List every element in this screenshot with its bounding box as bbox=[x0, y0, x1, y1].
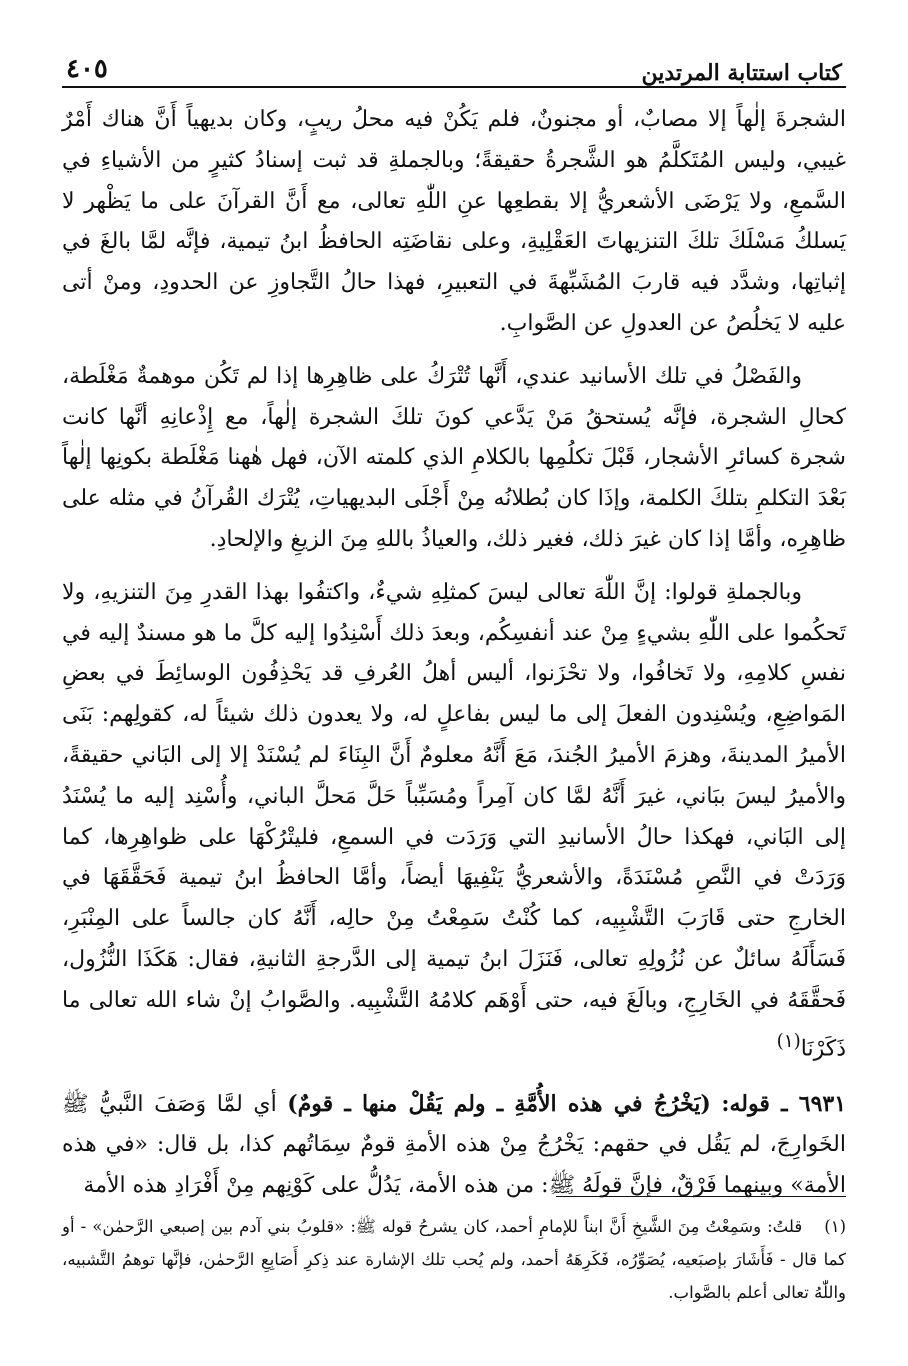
running-title: كتاب استتابة المرتدين bbox=[641, 60, 842, 86]
footnote-reference: (١) bbox=[776, 1030, 801, 1052]
footnote-1 bbox=[62, 1210, 846, 1309]
paragraph-1: الشجرةَ إلٰهاً إلا مصابٌ، أو مجنونٌ، فلم يَكُنْ فيه محلُ ريبٍ، وكان بديهياً أَنَّ هناك أَمْرٌ غيبي، وليس المُتَكلَّمُ هو الشَّجرةُ حقيقةً؛ وبالجملةِ قد ثبت إسنادُ كثيرٍ من الأشياءِ في السَّمعِ، ولا يَرْضَى الأشعريُّ إلا بقطعِها عنِ اللّٰهِ تعالى، مع أَنَّ القرآنَ على ما يَظْهر لا يَسلكُ مَسْلَكَ تلكَ التنزيهاتَ العَقْلِيةِ، وعلى نقاضَتِه الحافظُ ابنُ تيمية، فإنَّه لمَّا بالغَ في إثباتِها، وشدَّد فيه قاربَ المُشَبِّهةَ في التعبيرِ، فهذا حالُ التَّجاوزِ عن الحدودِ، ومنْ أتى عليه لا يَخلُصُ عن العدولِ عن الصَّوابِ. bbox=[62, 107, 846, 336]
paragraph-3 bbox=[62, 573, 846, 1070]
footnote-text: قلتُ: وسَمِعْتُ مِنَ الشَّيخِ أَنَّ ابناً للإمامِ أحمد، كان يشرحُ قوله ﷺ: «قلوبُ بني آدم بين إصبعي الرَّحمٰن» - أو كما قال - فَأَشَارَ بإصبَعيه، يُصَوِّرُه، فَكَرِهَهُ أحمد، ولم يُحب تلك الإشارة عند ذِكرِ أَصَابِعِ الرَّحمٰن، فإنَّها توهمُ التَّشبيه، واللّٰهُ تعالى أعلم بالصَّواب. bbox=[62, 1217, 846, 1302]
hadith-entry bbox=[62, 1084, 846, 1207]
footnotes bbox=[62, 1210, 846, 1309]
page-number: ٤٠٥ bbox=[66, 54, 108, 84]
paragraph-2: والفَصْلُ في تلك الأسانيد عندي، أَنَّها تُتْرَكُ على ظاهِرِها إذا لم تَكُن موهمةٌ مَغْلَطة، كحالِ الشجرة، فإنَّه يُستحقُ مَنْ يَدَّعي كونَ تلكَ الشجرة إلٰهاً، مع إِذْعانِهِ أنَّها كانت شجرة كسائرِ الأشجار، قَبْلَ تكلُمِها بالكلامِ الذي كلمته الآن، فهل هٰهنا مَغْلَطة بكونِها إلٰهاً بَعْدَ التكلمِ بتلكَ الكلمة، وإذَا كان بُطلانُه مِنْ أَجْلَى البديهياتِ، يُتْرَك القُرآنُ في مثله على ظاهِرِه، وأمَّا إذا كان غيرَ ذلك، فغير ذلك، والعياذُ باللهِ مِنَ الزيغِ والإلحادِ. bbox=[62, 363, 846, 552]
footnote-divider bbox=[556, 1196, 846, 1197]
hadith-quote: (يَخْرُجُ في هذه الأُمَّةِ ـ ولم يَقُلْ منها ـ قومٌ) bbox=[287, 1090, 711, 1117]
hadith-commentary: أي لمَّا وَصَفَ النَّبيُّ ﷺ الخَوارِجَ، لم يَقُل في حقهم: يَخْرُجُ مِنْ هذه الأمةِ قومٌ سِمَاتُهم كذا، بل قال: «في هذه الأمة» وبينهما فَرْقٌ، فإنَّ قولَهُ ﷺ: من هذه الأمة، يَدُلُّ على كَوْنِهم مِنْ أَفْرَادِ هذه الأمة bbox=[62, 1091, 846, 1199]
page-header bbox=[62, 52, 846, 88]
footnote-number: (١) bbox=[824, 1217, 846, 1236]
paragraph-3-text: وبالجملةِ قولوا: إنَّ اللّٰهَ تعالى ليسَ كمثلِهِ شيءٌ، واكتفُوا بهذا القدرِ مِنَ التنزيهِ، ولا تَحكُموا على اللّٰهِ بشيءٍ مِنْ عند أنفسِكُم، وبعدَ ذلك أَسْنِدُوا إليه كلَّ ما هو مسندٌ إليه في نفسِ كلامِهِ، ولا تَخافُوا، ولا تحْزَنوا، أليس أهلُ العُرفِ قد يَحْذِفُون الوسائِطَ في بعضِ المَواضِعِ، ويُسْنِدون الفعلَ إلى ما ليس بفاعلٍ له، ولا يعدون ذلك شيئاً له، كقولِهم: بَنَى الأميرُ المدينةَ، وهزمَ الأميرُ الجُندَ، مَعَ أَنَّهُ معلومٌ أَنَّ البِنَاءَ لم يُسْنَدْ إلا إلى البَاني حقيقةً، والأميرُ ليسَ ببَاني، غيرَ أَنَّهُ لمَّا كان آمِراً ومُسَبِّباً حَلَّ مَحلَّ الباني، وأُسْنِد إليه ما يُسْنَدُ إلى البَاني، فهكذا حالُ الأسانيدِ التي وَرَدَت في السمعِ، فليتْرُكْهَا على ظواهِرِها، كما وَرَدَتْ في النَّصِ مُسْنَدَةً، والأشعريُّ يَنْفِيهَا أيضاً، وأمَّا الحافظُ ابنُ تيمية فَحَقَّقَهَا في الخارجِ حتى قَارَبَ التَّشْبِيه، كما كُنْتُ سَمِعْتُ مِنْ حالِه، أَنَّهُ كان جالساً على المِنْبَرِ، فَسَأَلَهُ سائلٌ عن نُزُولِهِ تعالى، فَنَزَلَ ابنُ تيمية إلى الدَّرجةِ الثانيةِ، فقال: هَكَذَا النُّزُول، فَحقَّقَهُ في الخَارِجِ، وبالَغَ فيه، حتى أَوْهَم كلامُهُ التَّشْبِيه. والصَّوابُ إنْ شاء الله تعالى ما ذَكَرْنَا bbox=[62, 579, 846, 1061]
hadith-number: ٦٩٣١ ـ قوله: bbox=[721, 1090, 847, 1117]
main-text bbox=[62, 100, 846, 1207]
